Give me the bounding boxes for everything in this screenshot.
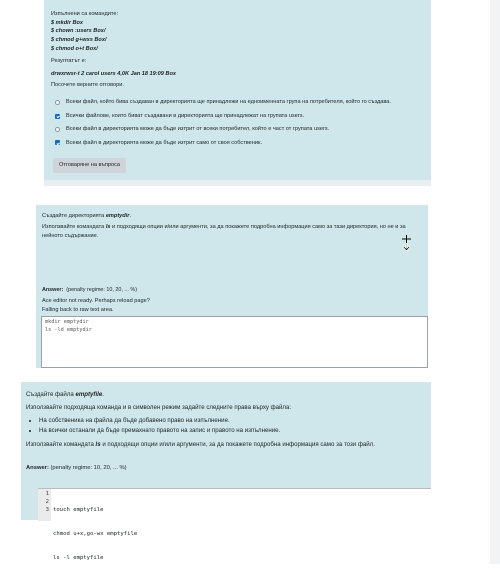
question-2-panel bbox=[36, 205, 428, 368]
option-checkbox-checked[interactable] bbox=[55, 140, 60, 145]
q1-instruction: Посочете верните отговори. bbox=[51, 81, 124, 88]
q3-title-name: emptyfile bbox=[75, 391, 103, 398]
option-checkbox-checked[interactable] bbox=[55, 114, 60, 119]
code-line: touch emptyfile bbox=[53, 507, 104, 513]
question-3-panel bbox=[21, 382, 431, 561]
q3-description: Използвайте подходяща команда и в символен режим задайте следните права върху файла: bbox=[26, 404, 292, 412]
penalty-text: (penalty regime: 10, 20, ... %) bbox=[66, 287, 137, 294]
q2-title-name: emptydir bbox=[105, 213, 130, 219]
answer-label: Answer: bbox=[42, 287, 64, 294]
q2-title bbox=[42, 212, 428, 220]
q1-option[interactable] bbox=[51, 139, 431, 148]
q3-answer-header bbox=[26, 464, 431, 473]
q1-command: $ mkdir Box bbox=[51, 19, 84, 26]
penalty-text: (penalty regime: 10, 20, ... %) bbox=[50, 464, 127, 471]
q1-option[interactable] bbox=[51, 125, 431, 134]
option-label: Всички файлове, които биват създавани в директорията ще принадлежат на групата users. bbox=[66, 112, 305, 119]
mouse-cursor-icon bbox=[400, 235, 414, 255]
q1-options bbox=[51, 98, 431, 147]
q1-option[interactable] bbox=[51, 98, 431, 107]
q3-title-text: Създайте файла bbox=[26, 391, 76, 398]
q2-title-text: Създайте директорията bbox=[42, 213, 106, 219]
q3-title-suffix: . bbox=[102, 391, 104, 398]
option-checkbox-unchecked[interactable] bbox=[55, 127, 60, 132]
answer-textarea[interactable]: mkdir emptydir ls -ld emptydir bbox=[41, 316, 428, 368]
option-label: Всеки файл, който бива създаван в директорията ще принадлежи на едноименната група на потребителя, който го създава. bbox=[66, 99, 391, 106]
q1-command: $ chmod o+t Box/ bbox=[51, 45, 98, 52]
option-label: Всеки файл в директорията може да бъде изтрит от всеки потребител, който е част от групата users. bbox=[66, 126, 330, 133]
option-label: Всеки файл в директорията може да бъде изтрит само от своя собственик. bbox=[66, 139, 263, 146]
q1-result: drwxrwsr-t 2 carol users 4,0K Jan 18 19:09 Box bbox=[51, 70, 176, 77]
q1-command: $ chmod g+wxs Box/ bbox=[51, 36, 107, 43]
q3-description-2: Използвайте командата ls и подходящи опции и/или аргументи, за да покажете подробна информация само за този файл. bbox=[26, 441, 375, 449]
question-1-panel bbox=[44, 0, 431, 180]
q3-requirements bbox=[26, 416, 431, 435]
answer-label: Answer: bbox=[26, 464, 49, 471]
q2-description: Използвайте командата ls и подходящи опции и/или аргументи, за да покажете подробна информация само за тази директория, но не и за нейното съдържание. bbox=[42, 224, 406, 239]
line-number: 3 bbox=[45, 507, 49, 513]
ace-warning: Ace editor not ready. Perhaps reload page? bbox=[42, 298, 150, 305]
q2-title-suffix: . bbox=[129, 213, 131, 219]
code-line: ls -l emptyfile bbox=[53, 555, 104, 561]
page-scroll-strip bbox=[490, 0, 500, 564]
q3-title bbox=[26, 390, 431, 399]
code-editor[interactable] bbox=[38, 488, 431, 561]
list-item: • На всички останали да бъде премахнато правото на запис и правото на изпълнение. bbox=[39, 426, 431, 435]
submit-answer-button[interactable]: Отговаряне на въпроса bbox=[53, 158, 126, 173]
code-lines[interactable] bbox=[51, 489, 138, 561]
line-number: 1 bbox=[45, 491, 49, 497]
raw-fallback-notice: Falling back to raw text area. bbox=[42, 306, 114, 313]
q1-option[interactable] bbox=[51, 112, 431, 121]
line-number: 2 bbox=[45, 499, 49, 505]
option-checkbox-unchecked[interactable] bbox=[55, 100, 60, 105]
q1-result-label: Резултатът е: bbox=[51, 58, 87, 65]
list-item: • На собственика на файла да бъде добавено право на изпълнение. bbox=[39, 416, 431, 425]
line-number-gutter bbox=[38, 489, 51, 521]
code-line: chmod u+x,go-wx emptyfile bbox=[53, 531, 138, 537]
q1-intro: Изпълнени са командите: bbox=[51, 11, 119, 17]
q1-command: $ chown :users Box/ bbox=[51, 28, 106, 35]
q2-answer-header bbox=[42, 286, 428, 294]
